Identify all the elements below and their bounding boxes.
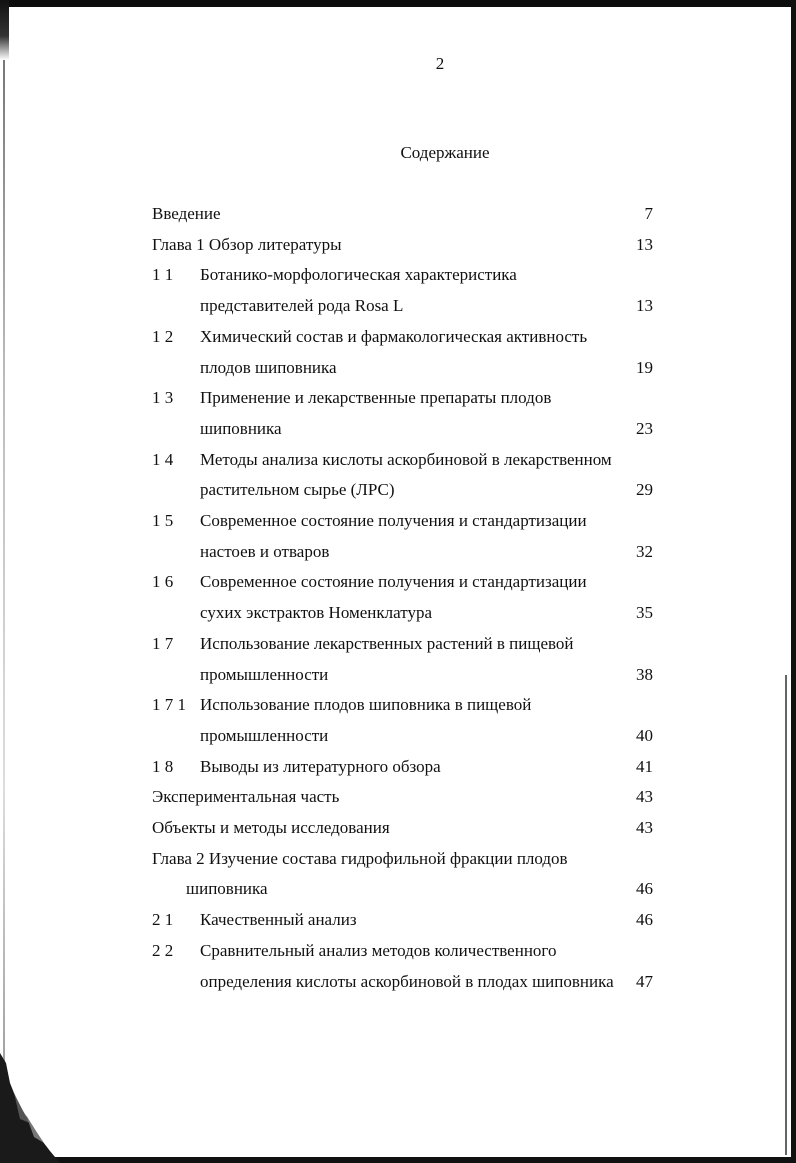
toc-entry-text: Использование плодов шиповника в пищевой xyxy=(200,695,532,715)
toc-entry-number: 1 7 xyxy=(152,633,174,653)
toc-entry-text: промышленности xyxy=(200,664,329,684)
toc-entry-text: Современное состояние получения и стандартизации xyxy=(200,572,587,592)
toc-entry-number: 1 8 xyxy=(152,756,174,776)
toc-entry-text: Экспериментальная часть xyxy=(152,787,340,807)
toc-title: Содержание xyxy=(400,143,490,162)
toc-entry-text: Применение и лекарственные препараты плодов xyxy=(200,388,552,408)
scan-edge-left-line xyxy=(3,60,5,1100)
scan-edge-top xyxy=(0,0,796,7)
toc-entry-text: Выводы из литературного обзора xyxy=(200,756,441,776)
toc-entry-text: промышленности xyxy=(200,725,329,745)
toc-entry-page: 23 xyxy=(636,418,653,438)
toc-entry-text: растительном сырье (ЛРС) xyxy=(200,480,395,500)
toc-entry-text: шиповника xyxy=(200,418,282,438)
toc-entry-text: сухих экстрактов Номенклатура xyxy=(200,603,432,623)
toc-entry-page: 19 xyxy=(636,357,653,377)
scan-corner-artifact xyxy=(0,1053,60,1163)
toc-entry-number: 2 1 xyxy=(152,910,174,930)
toc-entry-page: 13 xyxy=(636,234,653,254)
toc-entry-page: 46 xyxy=(636,879,653,899)
toc-entry-text: Глава 2 Изучение состава гидрофильной фракции плодов xyxy=(152,848,568,868)
toc-entry-text: настоев и отваров xyxy=(200,541,330,561)
toc-entry-text: определения кислоты аскорбиновой в плодах шиповника xyxy=(200,971,614,991)
toc-entry-text: Ботанико-морфологическая характеристика xyxy=(200,265,517,285)
toc-entry-text: шиповника xyxy=(186,879,268,899)
toc-entry-text: Объекты и методы исследования xyxy=(152,818,390,837)
toc-entry-number: 1 6 xyxy=(152,572,174,592)
toc-entry-text: Глава 1 Обзор литературы xyxy=(152,234,342,254)
toc-entry-page: 41 xyxy=(636,756,653,776)
toc-entry-number: 1 2 xyxy=(152,326,174,346)
scan-edge-bottom xyxy=(0,1157,796,1163)
toc-entry-text: представителей рода Rosa L xyxy=(200,296,404,316)
toc-entry-number: 1 1 xyxy=(152,265,174,285)
toc-entry-page: 47 xyxy=(636,971,653,991)
toc-entry-number: 1 3 xyxy=(152,388,174,408)
toc-entry-number: 2 2 xyxy=(152,940,174,960)
toc-entry-text: Введение xyxy=(152,204,221,223)
scan-edge-left xyxy=(0,0,9,60)
toc-entry-page: 46 xyxy=(636,910,653,930)
toc-entry-number: 1 4 xyxy=(152,449,174,469)
toc-entry-text: Современное состояние получения и стандартизации xyxy=(200,511,587,530)
scan-edge-right-line xyxy=(785,675,787,1155)
scan-edge-right xyxy=(791,0,796,1163)
toc-entry-text: Качественный анализ xyxy=(200,910,357,930)
toc-entry-number: 1 5 xyxy=(152,511,174,530)
toc-entry-page: 38 xyxy=(636,664,653,684)
toc-entry-page: 32 xyxy=(636,541,653,561)
toc-entry-page: 43 xyxy=(636,818,653,837)
toc-entry-page: 29 xyxy=(636,480,653,500)
toc-entry-page: 7 xyxy=(644,204,653,223)
toc-entry-page: 35 xyxy=(636,603,653,623)
toc-entry-number: 1 7 1 xyxy=(152,695,186,715)
toc-entry-text: Использование лекарственных растений в пищевой xyxy=(200,633,574,653)
toc-entry-text: Методы анализа кислоты аскорбиновой в лекарственном xyxy=(200,449,612,469)
page-number: 2 xyxy=(435,54,445,73)
toc-entry-text: Сравнительный анализ методов количественного xyxy=(200,940,557,960)
toc-entry-page: 43 xyxy=(636,787,653,807)
toc-entry-page: 13 xyxy=(636,296,653,316)
toc-entry-text: Химический состав и фармакологическая активность xyxy=(200,326,588,346)
toc-entry-text: плодов шиповника xyxy=(200,357,337,377)
toc-entry-page: 40 xyxy=(636,725,653,745)
